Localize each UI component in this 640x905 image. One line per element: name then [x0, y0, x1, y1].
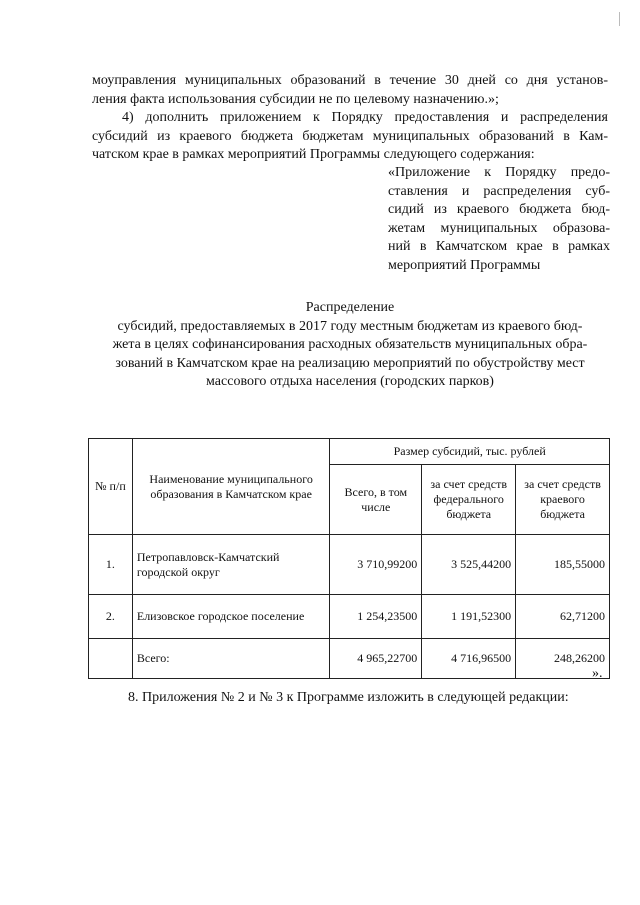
header-total: Всего, в том числе [330, 465, 422, 535]
table-row [89, 595, 610, 639]
closing-quote-mark: ». [592, 666, 603, 681]
row-number: 2. [89, 595, 133, 639]
row-regional: 62,71200 [516, 595, 610, 639]
row-federal: 1 191,52300 [422, 595, 516, 639]
final-paragraph: 8. Приложения № 2 и № 3 к Программе изложить в следующей редакции: [128, 690, 569, 705]
header-subsidy-size: Размер субсидий, тыс. рублей [330, 439, 610, 465]
subsidy-table [88, 438, 610, 679]
heading-line: субсидий, предоставляемых в 2017 году местным бюджетам из краевого бюд- [117, 318, 583, 334]
row-regional: 185,55000 [516, 535, 610, 595]
heading-line: массового отдыха населения (городских парков) [206, 374, 494, 389]
total-label: Всего: [132, 639, 330, 679]
intro-line: моуправления муниципальных образований в течение 30 дней со дня установ- [92, 73, 608, 88]
header-municipality: Наименование муниципального образования в Камчатском крае [132, 439, 330, 535]
appendix-line: мероприятий Программы [388, 257, 541, 273]
total-federal: 4 716,96500 [422, 639, 516, 679]
scan-edge-mark [619, 12, 623, 26]
intro-line: субсидий из краевого бюджета бюджетам муниципальных образований в Кам- [92, 128, 608, 144]
intro-line: 4) дополнить приложением к Порядку предоставления и распределения [122, 110, 608, 125]
row-municipality: Петропавловск-Камчатский городской округ [132, 535, 330, 595]
appendix-line: ний в Камчатском крае в рамках [388, 239, 610, 254]
header-number: № п/п [89, 439, 133, 535]
appendix-line: сидий из краевого бюджета бюд- [388, 202, 610, 217]
total-sum: 4 965,22700 [330, 639, 422, 679]
intro-paragraph [92, 72, 608, 165]
heading-line: жета в целях софинансирования расходных обязательств муниципальных обра- [112, 337, 588, 352]
table-row [89, 535, 610, 595]
intro-line: чатском крае в рамках мероприятий Программы следующего содержания: [92, 147, 535, 162]
table-total-row [89, 639, 610, 679]
appendix-line: жетам муниципальных образова- [388, 220, 610, 236]
appendix-line: ставления и распределения суб- [388, 183, 610, 199]
heading-line: зований в Камчатском крае на реализацию мероприятий по обустройству мест [115, 355, 585, 371]
intro-line: ления факта использования субсидии не по целевому назначению.»; [92, 91, 499, 107]
appendix-line: «Приложение к Порядку предо- [388, 165, 610, 180]
row-federal: 3 525,44200 [422, 535, 516, 595]
row-total: 3 710,99200 [330, 535, 422, 595]
heading-title: Распределение [305, 300, 395, 315]
distribution-heading [92, 299, 608, 392]
header-federal: за счет средств федерального бюджета [422, 465, 516, 535]
row-total: 1 254,23500 [330, 595, 422, 639]
table-header-row [89, 439, 610, 465]
appendix-reference [388, 164, 610, 275]
row-number-empty [89, 639, 133, 679]
row-number: 1. [89, 535, 133, 595]
header-regional: за счет средств краевого бюджета [516, 465, 610, 535]
row-municipality: Елизовское городское поселение [132, 595, 330, 639]
total-regional: 248,26200 [516, 639, 610, 679]
